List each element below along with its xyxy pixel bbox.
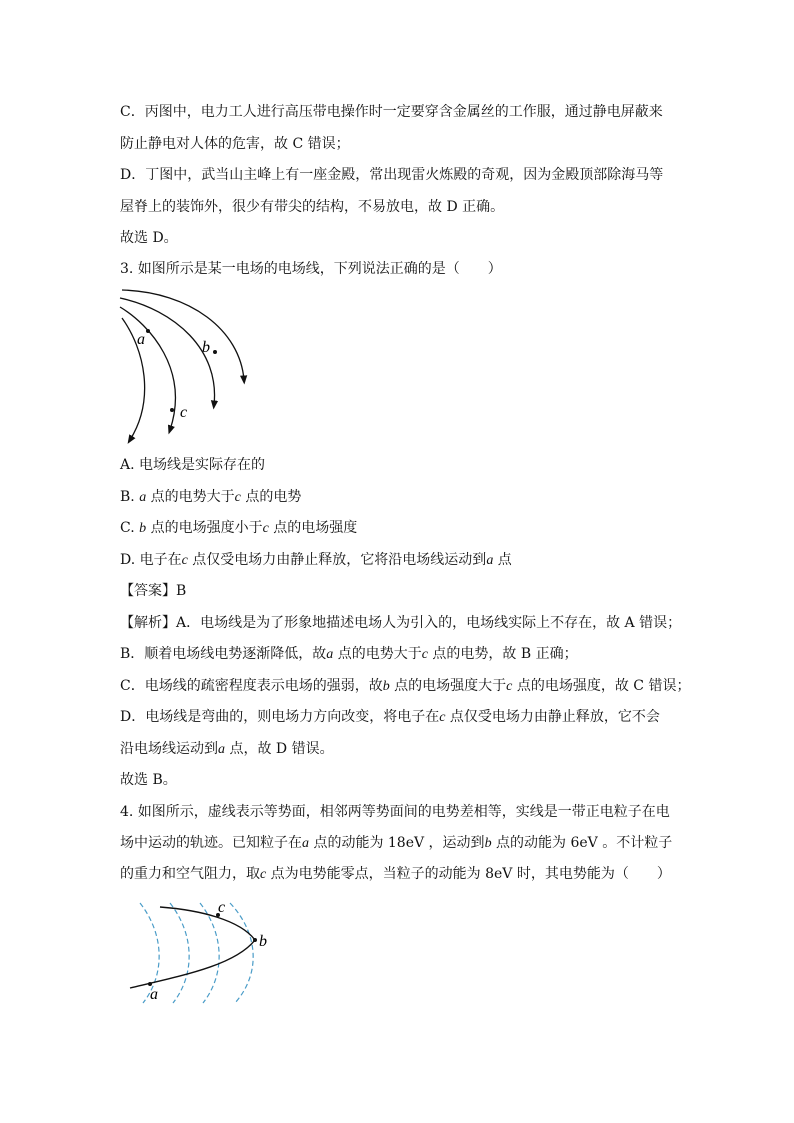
- label-c: c: [218, 899, 226, 916]
- text-line: 故选 B。: [120, 772, 177, 788]
- explanation-line: C．电场线的疏密程度表示电场的强弱，故b 点的电场强度大于c 点的电场强度，故 C 错误；: [120, 678, 691, 694]
- question-4-stem: 场中运动的轨迹。已知粒子在a 点的动能为 18eV ，运动到b 点的动能为 6eV 。不计粒子: [120, 835, 673, 851]
- text-line: 屋脊上的装饰外，很少有带尖的结构，不易放电，故 D 正确。: [120, 199, 505, 215]
- equipotential-surface: [170, 903, 189, 1003]
- equipotential-surface: [200, 903, 219, 1003]
- question-4-stem: 的重力和空气阻力，取c 点为电势能零点，当粒子的动能为 8eV 时，其电势能为（ ）: [120, 866, 671, 882]
- question-4-stem: 4. 如图所示，虚线表示等势面，相邻两等势面间的电势差相等，实线是一带正电粒子在电: [120, 804, 670, 820]
- equipotential-trajectory-figure: [125, 895, 285, 1010]
- label-a: a: [137, 331, 145, 348]
- particle-trajectory: [130, 907, 255, 988]
- explanation-line: 沿电场线运动到a 点，故 D 错误。: [120, 741, 334, 757]
- option-b: B. a 点的电势大于c 点的电势: [120, 489, 302, 505]
- point-b: [253, 938, 257, 942]
- question-3-stem: 3. 如图所示是某一电场的电场线，下列说法正确的是（ ）: [120, 261, 502, 277]
- option-c: C. b 点的电场强度小于c 点的电场强度: [120, 520, 358, 536]
- electric-field-lines-figure: [110, 280, 260, 450]
- option-d: D. 电子在c 点仅受电场力由静止释放，它将沿电场线运动到a 点: [120, 552, 512, 568]
- field-line: [120, 307, 175, 430]
- label-b: b: [202, 339, 210, 356]
- explanation-line: 【解析】A．电场线是为了形象地描述电场人为引入的，电场线实际上不存在，故 A 错误；: [120, 615, 682, 631]
- equipotential-surface: [230, 903, 253, 1003]
- label-a: a: [150, 986, 158, 1003]
- text-line: D．丁图中，武当山主峰上有一座金殿，常出现雷火炼殿的奇观，因为金殿顶部除海马等: [120, 167, 664, 183]
- point-a: [146, 329, 150, 333]
- label-c: c: [180, 404, 188, 421]
- point-b: [213, 350, 217, 354]
- field-line: [120, 298, 215, 405]
- option-a: A. 电场线是实际存在的: [120, 457, 266, 473]
- explanation-line: D．电场线是弯曲的，则电场力方向改变，将电子在c 点仅受电场力由静止释放，它不会: [120, 709, 660, 725]
- explanation-line: B．顺着电场线电势逐渐降低，故a 点的电势大于c 点的电势，故 B 正确；: [120, 646, 578, 662]
- text-line: 防止静电对人体的危害，故 C 错误；: [120, 136, 350, 152]
- text-line: 故选 D。: [120, 230, 178, 246]
- point-c: [170, 408, 174, 412]
- text-line: C．丙图中，电力工人进行高压带电操作时一定要穿含金属丝的工作服，通过静电屏蔽来: [120, 104, 663, 120]
- label-b: b: [259, 933, 267, 950]
- answer: 【答案】B: [120, 583, 187, 599]
